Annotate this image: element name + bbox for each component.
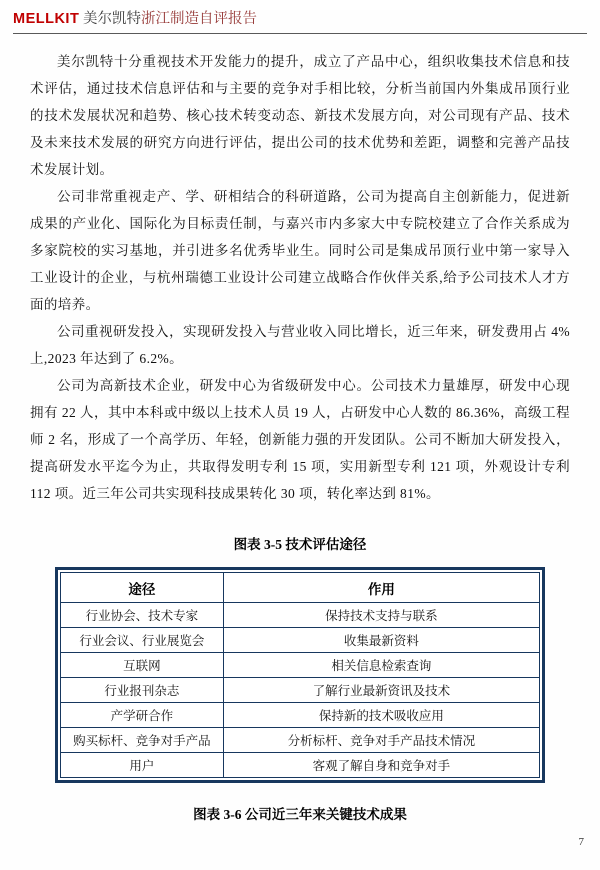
paragraph-rd-investment: 公司重视研发投入，实现研发投入与营业收入同比增长，近三年来，研发费用占 4%上,2023 年达到了 6.2%。 bbox=[30, 324, 570, 366]
page-number: 7 bbox=[578, 836, 584, 848]
cell-function: 保持新的技术吸收应用 bbox=[223, 703, 539, 728]
header-title-report: 浙江制造自评报告 bbox=[140, 11, 257, 27]
column-header-channel: 途径 bbox=[61, 573, 224, 603]
cell-channel: 购买标杆、竞争对手产品 bbox=[61, 728, 224, 753]
cell-function: 了解行业最新资讯及技术 bbox=[223, 678, 539, 703]
paragraph-rd-center: 公司为高新技术企业，研发中心为省级研发中心。公司技术力量雄厚，研发中心现拥有 22 人，其中本科或中级以上技术人员 19 人，占研发中心人数的 86.36%，高级工程师 2 名，形成了一个高学历、年轻，创新能力强的开发团队。公司不断加大研发投入，提高研发水平迄今为止，共取得发明专利 15 项，实用新型专利 121 项，外观设计专利 112 项。近三年公司共实现科技成果转化 30 项，转化率达到 81%。 bbox=[30, 378, 570, 501]
brand-logo-text: MELLKIT bbox=[13, 11, 80, 27]
column-header-function: 作用 bbox=[223, 573, 539, 603]
table-row bbox=[61, 728, 540, 753]
evaluation-table bbox=[60, 572, 540, 778]
document-body bbox=[30, 48, 570, 823]
table-caption-3-6: 图表 3-6 公司近三年来关键技术成果 bbox=[193, 807, 407, 822]
table-caption-3-5: 图表 3-5 技术评估途径 bbox=[233, 537, 367, 552]
cell-channel: 产学研合作 bbox=[61, 703, 224, 728]
table-row bbox=[61, 753, 540, 778]
report-page bbox=[0, 10, 600, 870]
table-row bbox=[61, 653, 540, 678]
paragraph-tech-development: 美尔凯特十分重视技术开发能力的提升，成立了产品中心，组织收集技术信息和技术评估，通过技术信息评估和与主要的竞争对手相比较，分析当前国内外集成吊顶行业的技术发展状况和趋势、核心技术转变动态、新技术发展方向，对公司现有产品、技术及未来技术发展的研究方向进行评估，提出公司的技术优势和差距，调整和完善产品技术发展计划。 bbox=[30, 54, 570, 177]
table-row bbox=[61, 628, 540, 653]
evaluation-table-frame bbox=[55, 567, 545, 783]
cell-channel: 行业会议、行业展览会 bbox=[61, 628, 224, 653]
cell-channel: 互联网 bbox=[61, 653, 224, 678]
table-row bbox=[61, 603, 540, 628]
cell-channel: 行业报刊杂志 bbox=[61, 678, 224, 703]
table-row bbox=[61, 678, 540, 703]
cell-function: 客观了解自身和竞争对手 bbox=[223, 753, 539, 778]
cell-function: 收集最新资料 bbox=[223, 628, 539, 653]
cell-function: 分析标杆、竞争对手产品技术情况 bbox=[223, 728, 539, 753]
cell-function: 保持技术支持与联系 bbox=[223, 603, 539, 628]
cell-function: 相关信息检索查询 bbox=[223, 653, 539, 678]
page-header bbox=[13, 10, 587, 34]
table-header-row bbox=[61, 573, 540, 603]
header-title-company: 美尔凯特 bbox=[82, 11, 141, 27]
cell-channel: 用户 bbox=[61, 753, 224, 778]
paragraph-industry-academia: 公司非常重视走产、学、研相结合的科研道路，公司为提高自主创新能力，促进新成果的产业化、国际化为目标责任制，与嘉兴市内多家大中专院校建立了合作关系成为多家院校的实习基地，并引进多名优秀毕业生。同时公司是集成吊顶行业中第一家导入工业设计的企业，与杭州瑞德工业设计公司建立战略合作伙伴关系,给予公司技术人才方面的培养。 bbox=[30, 189, 570, 312]
table-row bbox=[61, 703, 540, 728]
cell-channel: 行业协会、技术专家 bbox=[61, 603, 224, 628]
